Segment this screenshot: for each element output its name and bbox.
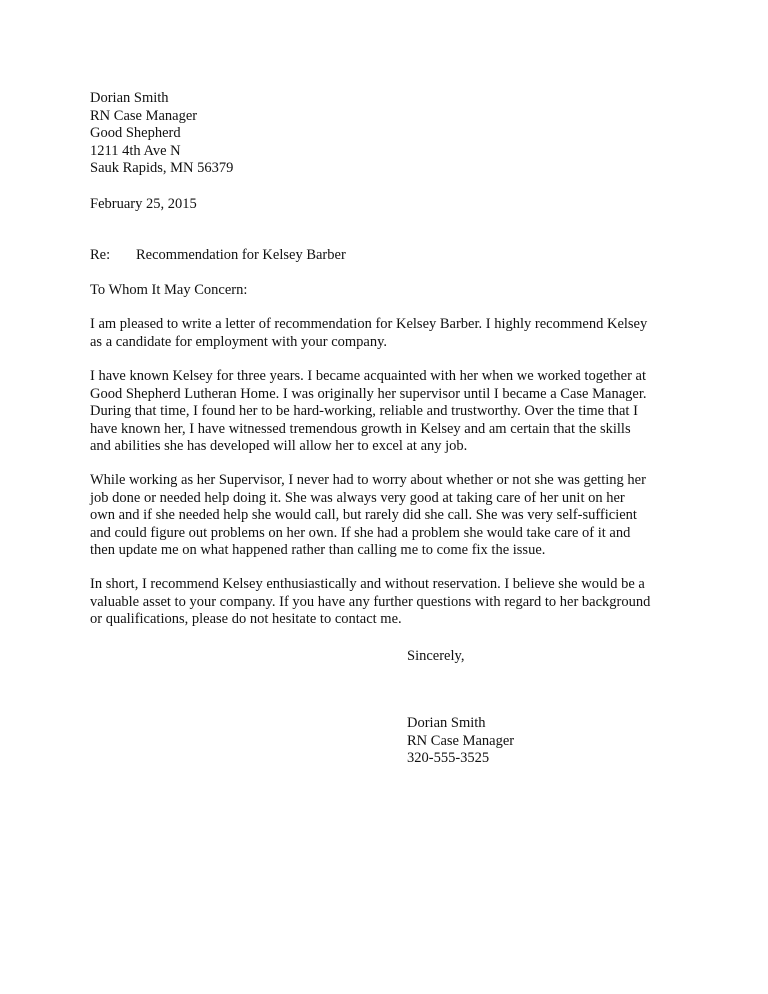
body-line: own and if she needed help she would call, but rarely did she call. She was very self-sufficient [90,507,637,523]
body-line: valuable asset to your company. If you have any further questions with regard to her background [90,593,651,610]
sender-address [90,90,730,178]
salutation: To Whom It May Concern: [90,282,248,298]
signature-name: Dorian Smith [407,715,486,731]
body-line: have known her, I have witnessed tremendous growth in Kelsey and am certain that the skills [90,420,631,437]
closing: Sincerely, [407,648,465,664]
paragraph-4 [90,576,710,629]
body-line: During that time, I found her to be hard-working, reliable and trustworthy. Over the time that I [90,403,638,419]
paragraph-3 [90,472,710,560]
letter-date: February 25, 2015 [90,196,197,212]
re-label: Re: [90,247,111,263]
body-line: as a candidate for employment with your company. [90,333,388,350]
sender-street: 1211 4th Ave N [90,142,181,159]
body-line: and abilities she has developed will allow her to excel at any job. [90,438,468,454]
body-line: then update me on what happened rather than calling me to come fix the issue. [90,542,546,558]
body-line: I am pleased to write a letter of recommendation for Kelsey Barber. I highly recommend Kelsey [90,316,648,332]
re-subject: Recommendation for Kelsey Barber [136,247,346,263]
subject-line [90,247,346,265]
paragraph-2 [90,368,710,456]
body-line: Good Shepherd Lutheran Home. I was originally her supervisor until I became a Case Manager. [90,385,647,402]
body-line: job done or needed help doing it. She was always very good at taking care of her unit on her [90,489,625,506]
signature-title: RN Case Manager [407,732,515,749]
signature-block [407,715,514,768]
body-line: While working as her Supervisor, I never had to worry about whether or not she was getting her [90,472,646,488]
sender-name: Dorian Smith [90,90,169,106]
signature-phone: 320-555-3525 [407,750,490,766]
body-line: In short, I recommend Kelsey enthusiastically and without reservation. I believe she would be a [90,576,645,592]
body-line: and could figure out problems on her own. If she had a problem she would take care of it and [90,524,631,541]
body-line: I have known Kelsey for three years. I became acquainted with her when we worked together at [90,368,647,384]
sender-organization: Good Shepherd [90,125,181,141]
paragraph-1 [90,316,710,351]
body-line: or qualifications, please do not hesitate to contact me. [90,611,402,627]
sender-city-state-zip: Sauk Rapids, MN 56379 [90,160,234,176]
sender-title: RN Case Manager [90,107,198,124]
